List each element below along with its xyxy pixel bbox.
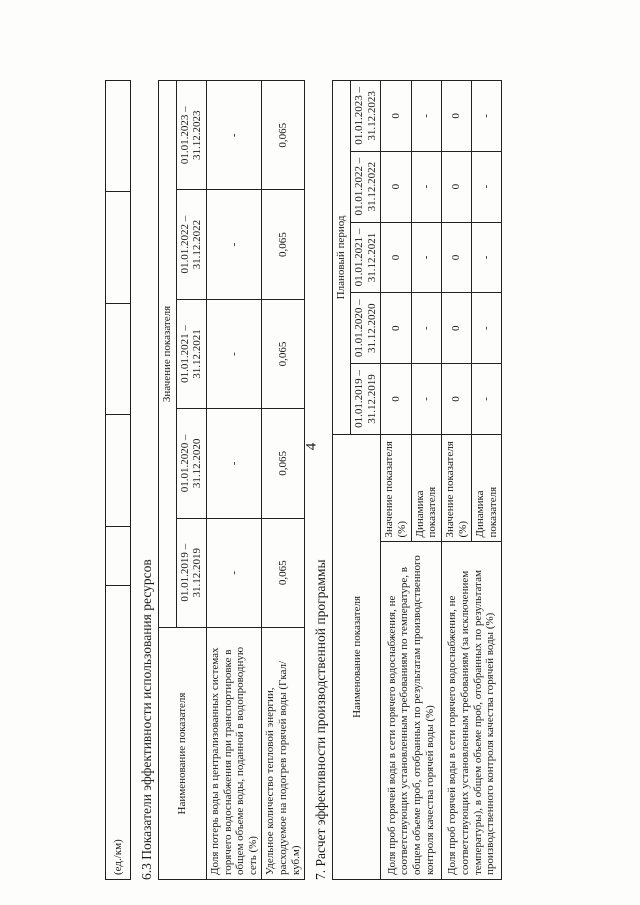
sub-label: Значение показателя (%) xyxy=(381,434,411,542)
indicator-name: Доля проб горячей воды в сети горячего водоснабжения, не соответствующих установленным требованиям (за исключением температуры), в общем объеме проб, отобранных по результатам производственного контроля качества горячей воды (%) xyxy=(441,542,502,880)
value-cell: 0 xyxy=(441,151,471,222)
period-header: 01.01.2019 – 31.12.2019 xyxy=(176,518,206,627)
value-cell: - xyxy=(411,222,441,293)
value-cell: - xyxy=(411,81,441,152)
section-63-title: 6.3 Показатели эффективности использования ресурсов xyxy=(139,559,154,880)
value-cell: 0 xyxy=(441,81,471,152)
table-row xyxy=(262,81,305,880)
value-cell: - xyxy=(472,364,502,435)
program-efficiency-table xyxy=(332,80,502,880)
value-cell: - xyxy=(206,518,262,627)
value-cell: 0 xyxy=(441,293,471,364)
value-cell: 0,065 xyxy=(262,409,305,518)
table-row xyxy=(381,81,411,880)
period-header: 01.01.2023 – 31.12.2023 xyxy=(351,81,381,152)
rotated-content xyxy=(105,20,499,880)
unit-cell xyxy=(106,81,131,192)
unit-label: (ед./км) xyxy=(106,585,131,879)
period-header: 01.01.2019 – 31.12.2019 xyxy=(351,364,381,435)
header-value: Значение показателя xyxy=(159,81,177,628)
value-cell: 0,065 xyxy=(262,81,305,190)
period-header: 01.01.2020 – 31.12.2020 xyxy=(351,293,381,364)
value-cell: 0 xyxy=(441,222,471,293)
table-row xyxy=(441,81,471,880)
resource-efficiency-table xyxy=(158,80,305,880)
period-header: 01.01.2022 – 31.12.2022 xyxy=(176,190,206,299)
period-header: 01.01.2022 – 31.12.2022 xyxy=(351,151,381,222)
header-plan: Плановый период xyxy=(333,81,351,435)
period-header: 01.01.2020 – 31.12.2020 xyxy=(176,409,206,518)
period-header: 01.01.2023 – 31.12.2023 xyxy=(176,81,206,190)
value-cell: - xyxy=(206,81,262,190)
unit-row-table xyxy=(105,80,131,880)
value-cell: - xyxy=(472,293,502,364)
indicator-name: Доля проб горячей воды в сети горячего водоснабжения, не соответствующих установленным требованиям по температуре, в общем объеме проб, отобранных по результатам производственного контроля качества горячей воды (%) xyxy=(381,542,442,880)
period-header: 01.01.2021 – 31.12.2021 xyxy=(176,299,206,408)
value-cell: - xyxy=(206,299,262,408)
value-cell: - xyxy=(411,293,441,364)
value-cell: 0 xyxy=(441,364,471,435)
value-cell: 0,065 xyxy=(262,190,305,299)
unit-cell xyxy=(106,415,131,526)
unit-cell xyxy=(106,303,131,414)
value-cell: - xyxy=(472,222,502,293)
value-cell: 0 xyxy=(381,81,411,152)
sub-label: Значение показателя (%) xyxy=(441,434,471,542)
value-cell: - xyxy=(472,81,502,152)
value-cell: - xyxy=(206,190,262,299)
value-cell: 0 xyxy=(381,293,411,364)
indicator-name: Доля потерь воды в централизованных системах горячего водоснабжения при транспортировке в общем объеме воды, поданной в водопроводную сеть (%) xyxy=(206,627,262,879)
page-number: 4 xyxy=(303,442,320,451)
period-header: 01.01.2021 – 31.12.2021 xyxy=(351,222,381,293)
value-cell: 0 xyxy=(381,222,411,293)
value-cell: - xyxy=(411,151,441,222)
sub-label: Динамика показателя xyxy=(472,434,502,542)
unit-row xyxy=(106,81,131,880)
value-cell: 0 xyxy=(381,364,411,435)
value-cell: - xyxy=(206,409,262,518)
table-row xyxy=(206,81,262,880)
sub-label: Динамика показателя xyxy=(411,434,441,542)
unit-cell xyxy=(106,192,131,303)
value-cell: - xyxy=(411,364,441,435)
value-cell: 0 xyxy=(381,151,411,222)
indicator-name: Удельное количество тепловой энергии, расходуемое на подогрев горячей воды (Гкал/куб.м) xyxy=(262,627,305,879)
unit-cell xyxy=(106,526,131,585)
value-cell: 0,065 xyxy=(262,299,305,408)
header-name: Наименование показателя xyxy=(159,627,207,879)
section-7-title: 7. Расчет эффективности производственной программы xyxy=(313,559,329,880)
header-name: Наименование показателя xyxy=(333,434,381,879)
value-cell: - xyxy=(472,151,502,222)
value-cell: 0,065 xyxy=(262,518,305,627)
